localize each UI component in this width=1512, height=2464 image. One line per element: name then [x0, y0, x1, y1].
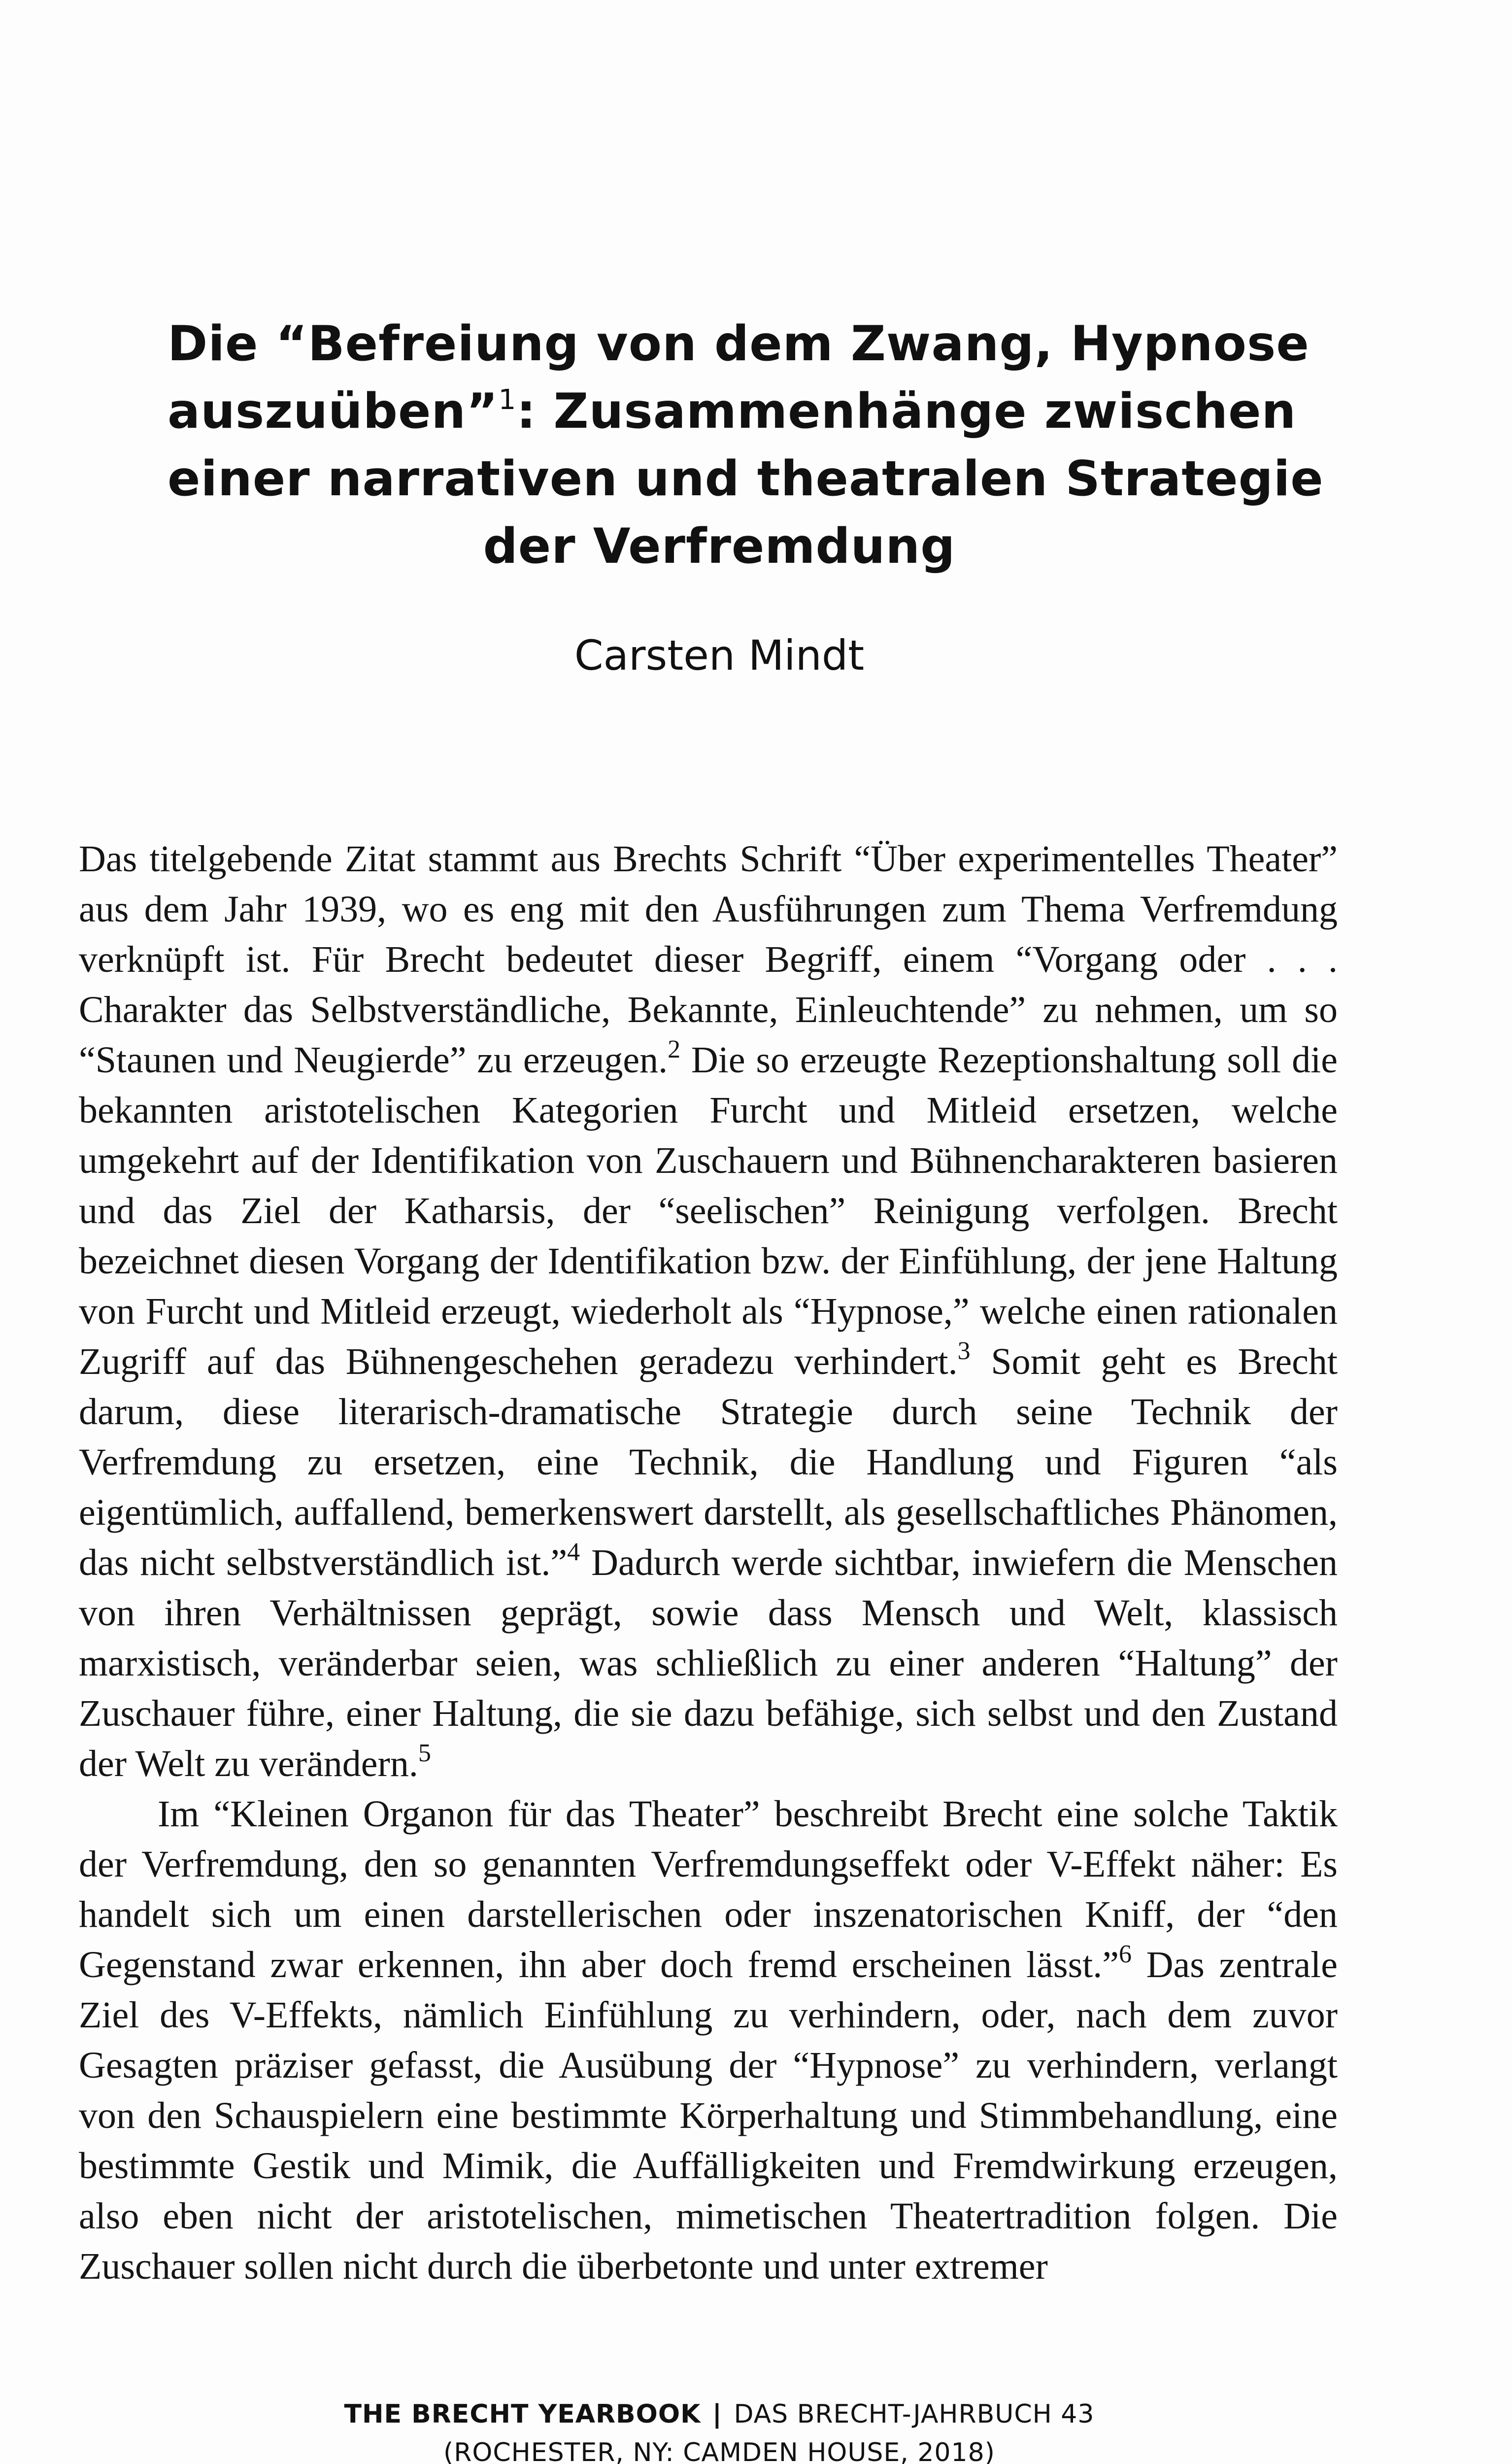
footer-separator: | — [712, 2399, 722, 2429]
paragraph-2 — [79, 1789, 1338, 2292]
article-body — [79, 834, 1338, 2292]
title-footnote-marker: 1 — [498, 384, 517, 416]
text-run: Dadurch werde sichtbar, inwiefern die Menschen von ihren Verhältnissen geprägt, sowie dass Mensch und Welt, klassisch marxistisch, veränderbar seien, was schließlich zu einer anderen “Haltung” der Zuschauer führe, einer Haltung, die sie dazu befähige, sich selbst und den Zustand der Welt zu verändern. — [79, 1542, 1338, 1784]
page-footer — [168, 2395, 1271, 2464]
text-run: Somit geht es Brecht darum, diese literarisch-dramatische Strategie durch seine Technik der Verfremdung zu ersetzen, eine Technik, die Handlung und Figuren “als eigentümlich, auffallend, bemerkenswert darstellt, als gesellschaftliches Phänomen, das nicht selbstverständlich ist.” — [79, 1341, 1338, 1583]
footnote-marker-6: 6 — [1119, 1940, 1132, 1968]
author-name: Carsten Mindt — [574, 631, 865, 680]
footer-journal-line — [168, 2395, 1271, 2433]
footnote-marker-2: 2 — [668, 1035, 681, 1063]
title-line-1: Die “Befreiung von dem Zwang, Hypnose — [168, 316, 1310, 372]
journal-subtitle: DAS BRECHT-JAHRBUCH 43 — [734, 2399, 1095, 2429]
footnote-marker-3: 3 — [957, 1337, 971, 1365]
title-segment: : Zusammenhänge zwischen — [516, 383, 1297, 440]
title-line-4: der Verfremdung — [483, 518, 956, 575]
text-run: Das zentrale Ziel des V-Effekts, nämlich Einfühlung zu verhindern, oder, nach dem zuvor Gesagten präziser gefasst, die Ausübung der “Hypnose” zu verhindern, verlangt von den Schauspielern eine bestimmte Körperhaltung und Stimmbehandlung, eine bestimmte Gestik und Mimik, die Auffälligkeiten und Fremdwirkung erzeugen, also eben nicht der aristotelischen, mimetischen Theatertradition folgen. Die Zuschauer sollen nicht durch die überbetonte und unter extremer — [79, 1944, 1338, 2287]
text-run: Im “Kleinen Organon für das Theater” beschreibt Brecht eine solche Taktik der Verfremdung, den so genannten Verfremdungseffekt oder V-Effekt näher: Es handelt sich um einen darstellerischen oder inszenatorischen Kniff, der “den Gegenstand zwar erkennen, ihn aber doch fremd erscheinen lässt.” — [79, 1793, 1338, 1985]
article-title — [168, 310, 1324, 581]
text-run: Die so erzeugte Rezeptionshaltung soll die bekannten aristotelischen Kategorien Furcht und Mitleid ersetzen, welche umgekehrt auf der Identifikation von Zuschauern und Bühnencharakteren basieren und das Ziel der Katharsis, der “seelischen” Reinigung verfolgen. Brecht bezeichnet diesen Vorgang der Identifikation bzw. der Einfühlung, der jene Haltung von Furcht und Mitleid erzeugt, wiederholt als “Hypnose,” welche einen rationalen Zugriff auf das Bühnengeschehen geradezu verhindert. — [79, 1039, 1338, 1382]
footer-imprint: (ROCHESTER, NY: CAMDEN HOUSE, 2018) — [443, 2438, 995, 2464]
footnote-marker-4: 4 — [567, 1538, 580, 1566]
footnote-marker-5: 5 — [418, 1739, 431, 1767]
title-segment: auszuüben” — [168, 383, 499, 440]
title-line-2 — [168, 378, 1297, 445]
text-run: Das titelgebende Zitat stammt aus Brechts Schrift “Über experimentelles Theater” aus dem Jahr 1939, wo es eng mit den Ausführungen zum Thema Verfremdung verknüpft ist. Für Brecht bedeutet dieser Begriff, einem “Vorgang oder . . . Charakter das Selbstverständliche, Bekannte, Einleuchtende” zu nehmen, um so “Staunen und Neugierde” zu erzeugen. — [79, 838, 1338, 1081]
title-line-3: einer narrativen und theatralen Strategie — [168, 451, 1324, 507]
paragraph-1 — [79, 834, 1338, 1789]
journal-title: THE BRECHT YEARBOOK — [344, 2399, 701, 2429]
